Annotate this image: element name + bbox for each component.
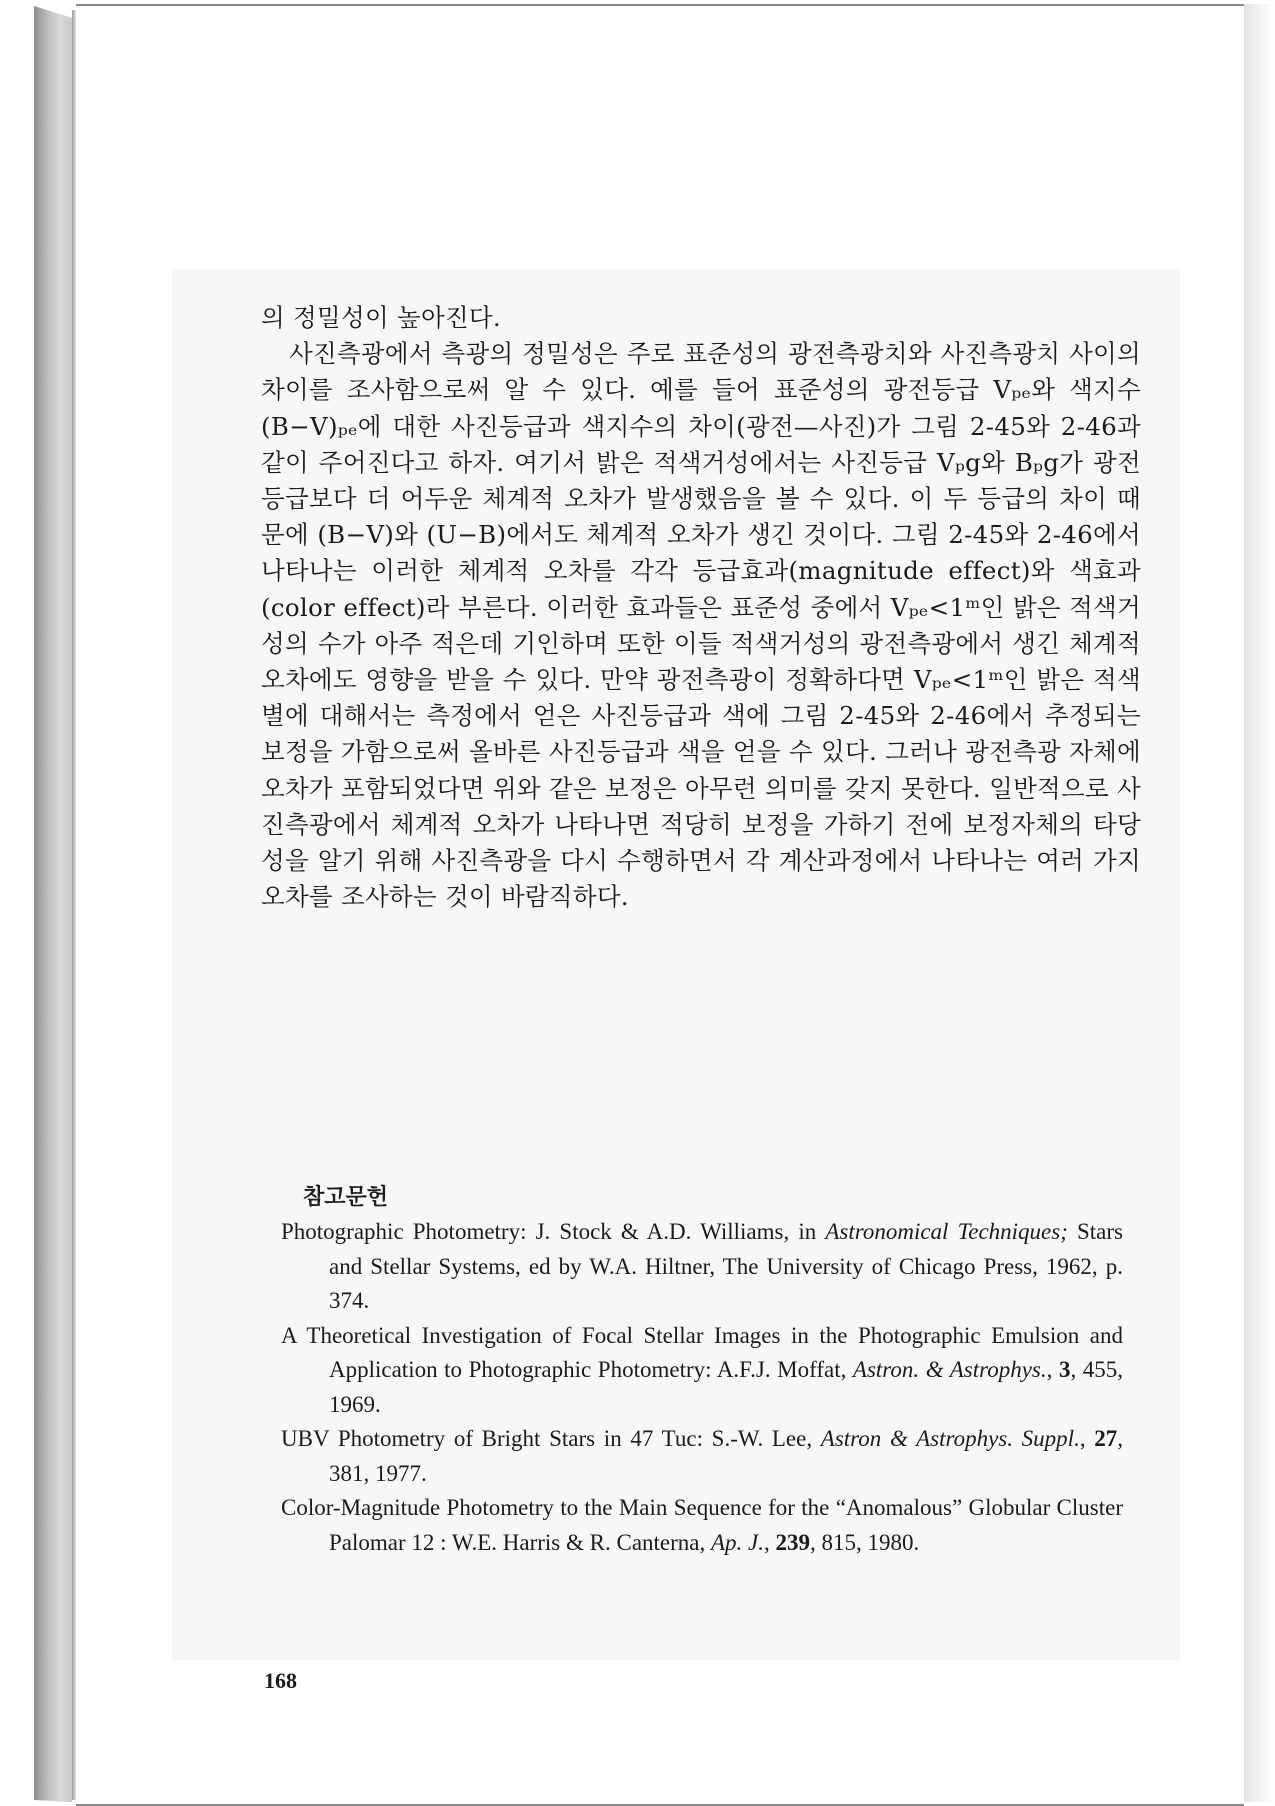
reference-text: 3 <box>1058 1357 1071 1382</box>
body-text <box>261 300 1141 915</box>
reference-item <box>281 1491 1123 1560</box>
reference-text: Photographic Photometry: J. Stock & A.D. Williams, in <box>281 1219 826 1244</box>
reference-item <box>281 1215 1123 1319</box>
book-spine-edge <box>34 6 72 1802</box>
reference-text: , 455, 1969. <box>329 1357 1124 1417</box>
reference-text: , 381, 1977. <box>329 1426 1124 1486</box>
reference-text: 239 <box>775 1529 811 1555</box>
reference-text: , <box>1046 1357 1059 1382</box>
paragraph-continuation: 의 정밀성이 높아진다. <box>261 303 501 332</box>
paragraph-photometry-precision: 사진측광에서 측광의 정밀성은 주로 표준성의 광전측광치와 사진측광치 사이의 차이를 조사함으로써 알 수 있다. 예를 들어 표준성의 광전등급 Vₚₑ와 색지수 (B−V)ₚₑ에 대한 사진등급과 색지수의 차이(광전—사진)가 그림 2-45와 2-46과 같이 주어진다고 하자. 여기서 밝은 적색거성에서는 사진등급 Vₚg와 Bₚg가 광전등급보다 더 어두운 체계적 오차가 발생했음을 볼 수 있다. 이 두 등급의 차이 때문에 (B−V)와 (U−B)에서도 체계적 오차가 생긴 것이다. 그림 2-45와 2-46에서 나타나는 이러한 체계적 오차를 각각 등급효과(magnitude effect)와 색효과(color effect)라 부른다. 이러한 효과들은 표준성 중에서 Vₚₑ<1ᵐ인 밝은 적색거성의 수가 아주 적은데 기인하며 또한 이들 적색거성의 광전측광에서 생긴 체계적 오차에도 영향을 받을 수 있다. 만약 광전측광이 정확하다면 Vₚₑ<1ᵐ인 밝은 적색별에 대해서는 측정에서 얻은 사진등급과 색에 그림 2-45와 2-46에서 추정되는 보정을 가함으로써 올바른 사진등급과 색을 얻을 수 있다. 그러나 광전측광 자체에 오차가 포함되었다면 위와 같은 보정은 아무런 의미를 갖지 못한다. 일반적으로 사진측광에서 체계적 오차가 나타나면 적당히 보정을 가하기 전에 보정자체의 타당성을 알기 위해 사진측광을 다시 수행하면서 각 계산과정에서 나타나는 여러 가지 오차를 조사하는 것이 바람직하다. <box>261 339 1141 912</box>
reference-text: Astronomical Techniques; <box>825 1219 1068 1244</box>
reference-text: , <box>764 1529 776 1555</box>
page-number: 168 <box>264 1668 297 1693</box>
reference-text: Astron. & Astrophys. <box>852 1357 1047 1382</box>
references-list <box>281 1215 1123 1560</box>
reference-text: , <box>1079 1426 1095 1451</box>
reference-text: , 815, 1980. <box>810 1529 920 1555</box>
reference-text: UBV Photometry of Bright Stars in 47 Tuc: S.-W. Lee, <box>281 1426 821 1451</box>
references-heading: 참고문헌 <box>303 1185 389 1210</box>
reference-item <box>281 1319 1123 1423</box>
reference-text: Color-Magnitude Photometry to the Main Sequence for the “Anomalous” Globular Cluster Palomar 12 : W.E. Harris & R. Canterna, <box>281 1495 1123 1555</box>
reference-text: Astron & Astrophys. Suppl. <box>820 1426 1080 1451</box>
reference-text: Ap. J. <box>711 1529 765 1555</box>
reference-text: Stars and Stellar Systems, ed by W.A. Hiltner, The University of Chicago Press, 1962, p. 374. <box>329 1219 1123 1313</box>
reference-text: 27 <box>1094 1426 1118 1451</box>
reference-item <box>281 1422 1123 1491</box>
reference-text: A Theoretical Investigation of Focal Stellar Images in the Photographic Emulsion and Application to Photographic Photometry: A.F.J. Moffat, <box>281 1322 1123 1382</box>
right-page-shadow <box>1244 4 1275 1802</box>
